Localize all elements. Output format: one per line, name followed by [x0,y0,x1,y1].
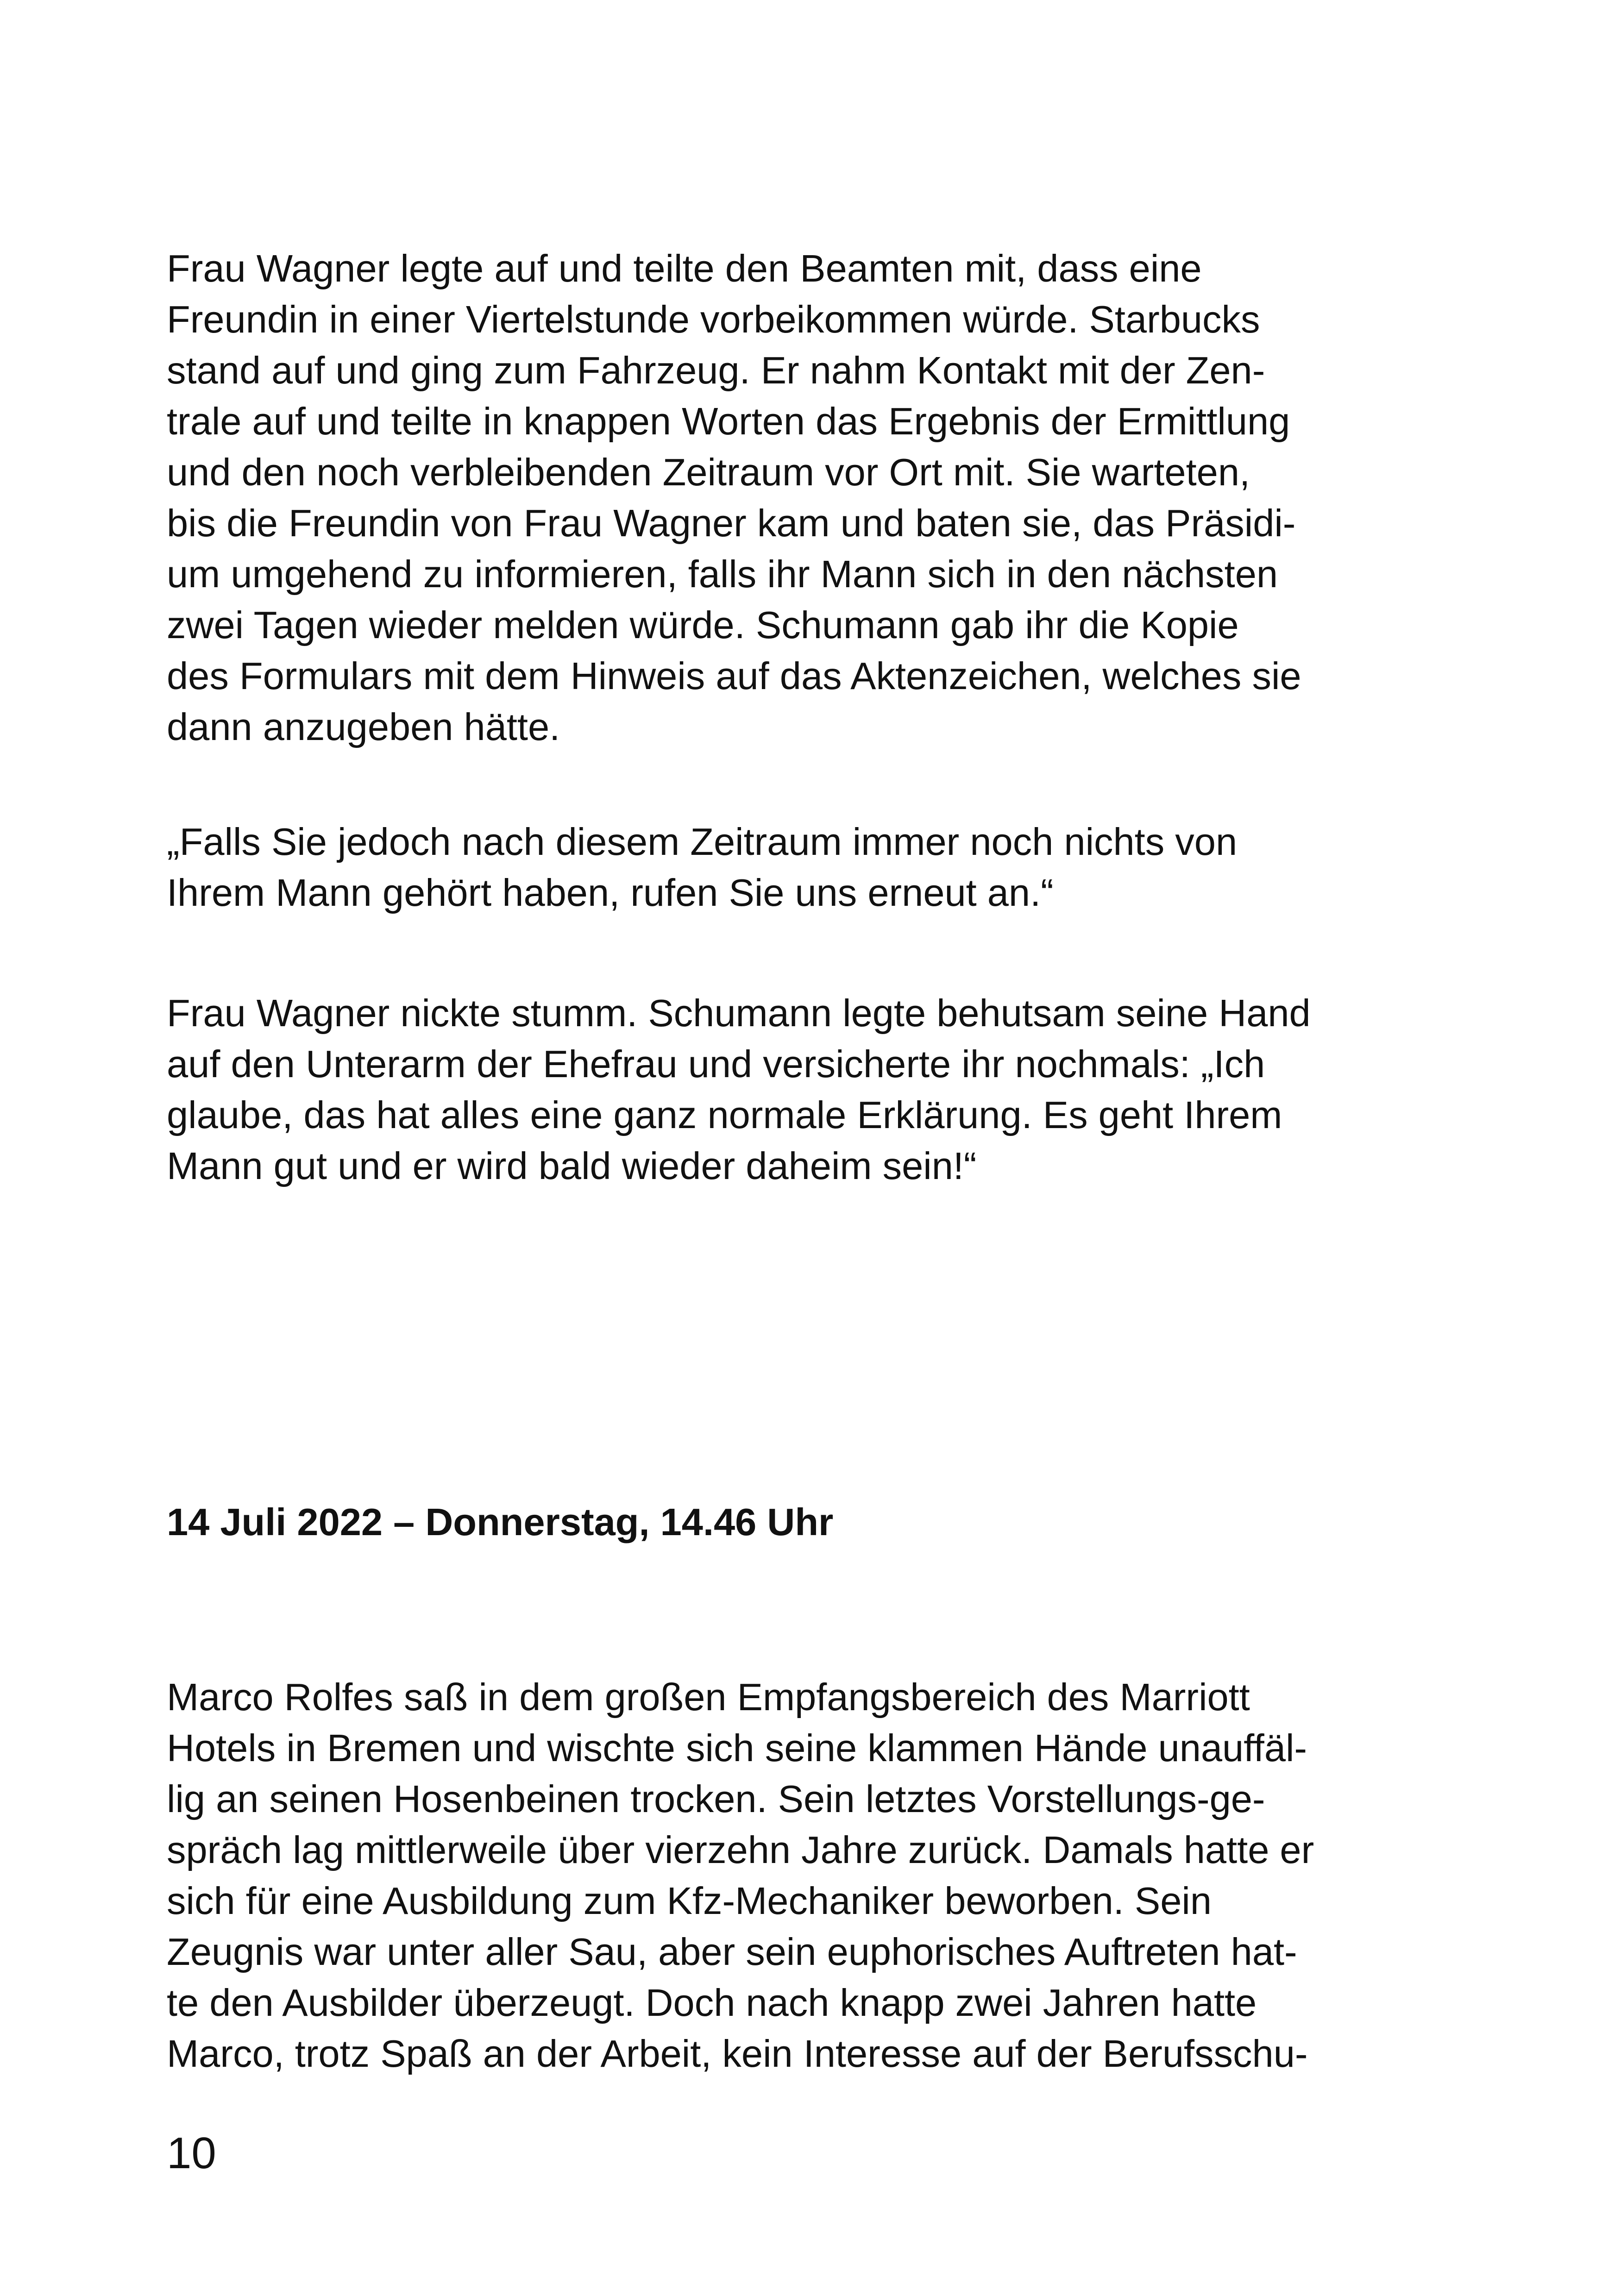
text-line: Marco Rolfes saß in dem großen Empfangsbereich des Marriott [167,1675,1250,1719]
text-line: um umgehend zu informieren, falls ihr Mann sich in den nächsten [167,552,1278,596]
paragraph-4 [167,1672,1454,2079]
text-line: sich für eine Ausbildung zum Kfz-Mechaniker beworben. Sein [167,1879,1212,1922]
text-line: Hotels in Bremen und wischte sich seine klammen Hände unauffäl- [167,1726,1307,1769]
text-line: te den Ausbilder überzeugt. Doch nach knapp zwei Jahren hatte [167,1981,1257,2024]
text-line: glaube, das hat alles eine ganz normale Erklärung. Es geht Ihrem [167,1093,1282,1136]
text-line: Frau Wagner legte auf und teilte den Beamten mit, dass eine [167,247,1202,290]
text-line: Marco, trotz Spaß an der Arbeit, kein Interesse auf der Berufsschu- [167,2032,1308,2075]
paragraph-2 [167,816,1454,918]
text-line: zwei Tagen wieder melden würde. Schumann gab ihr die Kopie [167,603,1239,646]
text-line: lig an seinen Hosenbeinen trocken. Sein letztes Vorstellungs-ge- [167,1777,1265,1820]
text-line: Frau Wagner nickte stumm. Schumann legte behutsam seine Hand [167,991,1311,1035]
page-number: 10 [167,2128,216,2178]
paragraph-3 [167,988,1454,1192]
text-line: dann anzugeben hätte. [167,705,560,748]
text-line: Zeugnis war unter aller Sau, aber sein euphorisches Auftreten hat- [167,1930,1297,1973]
text-line: Mann gut und er wird bald wieder daheim sein!“ [167,1144,977,1187]
text-line: „Falls Sie jedoch nach diesem Zeitraum immer noch nichts von [167,820,1238,863]
text-line: spräch lag mittlerweile über vierzehn Jahre zurück. Damals hatte er [167,1828,1314,1871]
text-line: stand auf und ging zum Fahrzeug. Er nahm Kontakt mit der Zen- [167,349,1265,392]
section-heading: 14 Juli 2022 – Donnerstag, 14.46 Uhr [167,1500,834,1543]
text-line: Ihrem Mann gehört haben, rufen Sie uns erneut an.“ [167,871,1054,914]
text-line: und den noch verbleibenden Zeitraum vor Ort mit. Sie warteten, [167,451,1250,494]
text-line: Freundin in einer Viertelstunde vorbeikommen würde. Starbucks [167,298,1260,341]
text-line: trale auf und teilte in knappen Worten das Ergebnis der Ermittlung [167,400,1290,443]
paragraph-1 [167,243,1454,753]
text-line: des Formulars mit dem Hinweis auf das Aktenzeichen, welches sie [167,654,1301,697]
text-line: auf den Unterarm der Ehefrau und versicherte ihr nochmals: „Ich [167,1042,1265,1085]
text-line: bis die Freundin von Frau Wagner kam und baten sie, das Präsidi- [167,502,1296,545]
